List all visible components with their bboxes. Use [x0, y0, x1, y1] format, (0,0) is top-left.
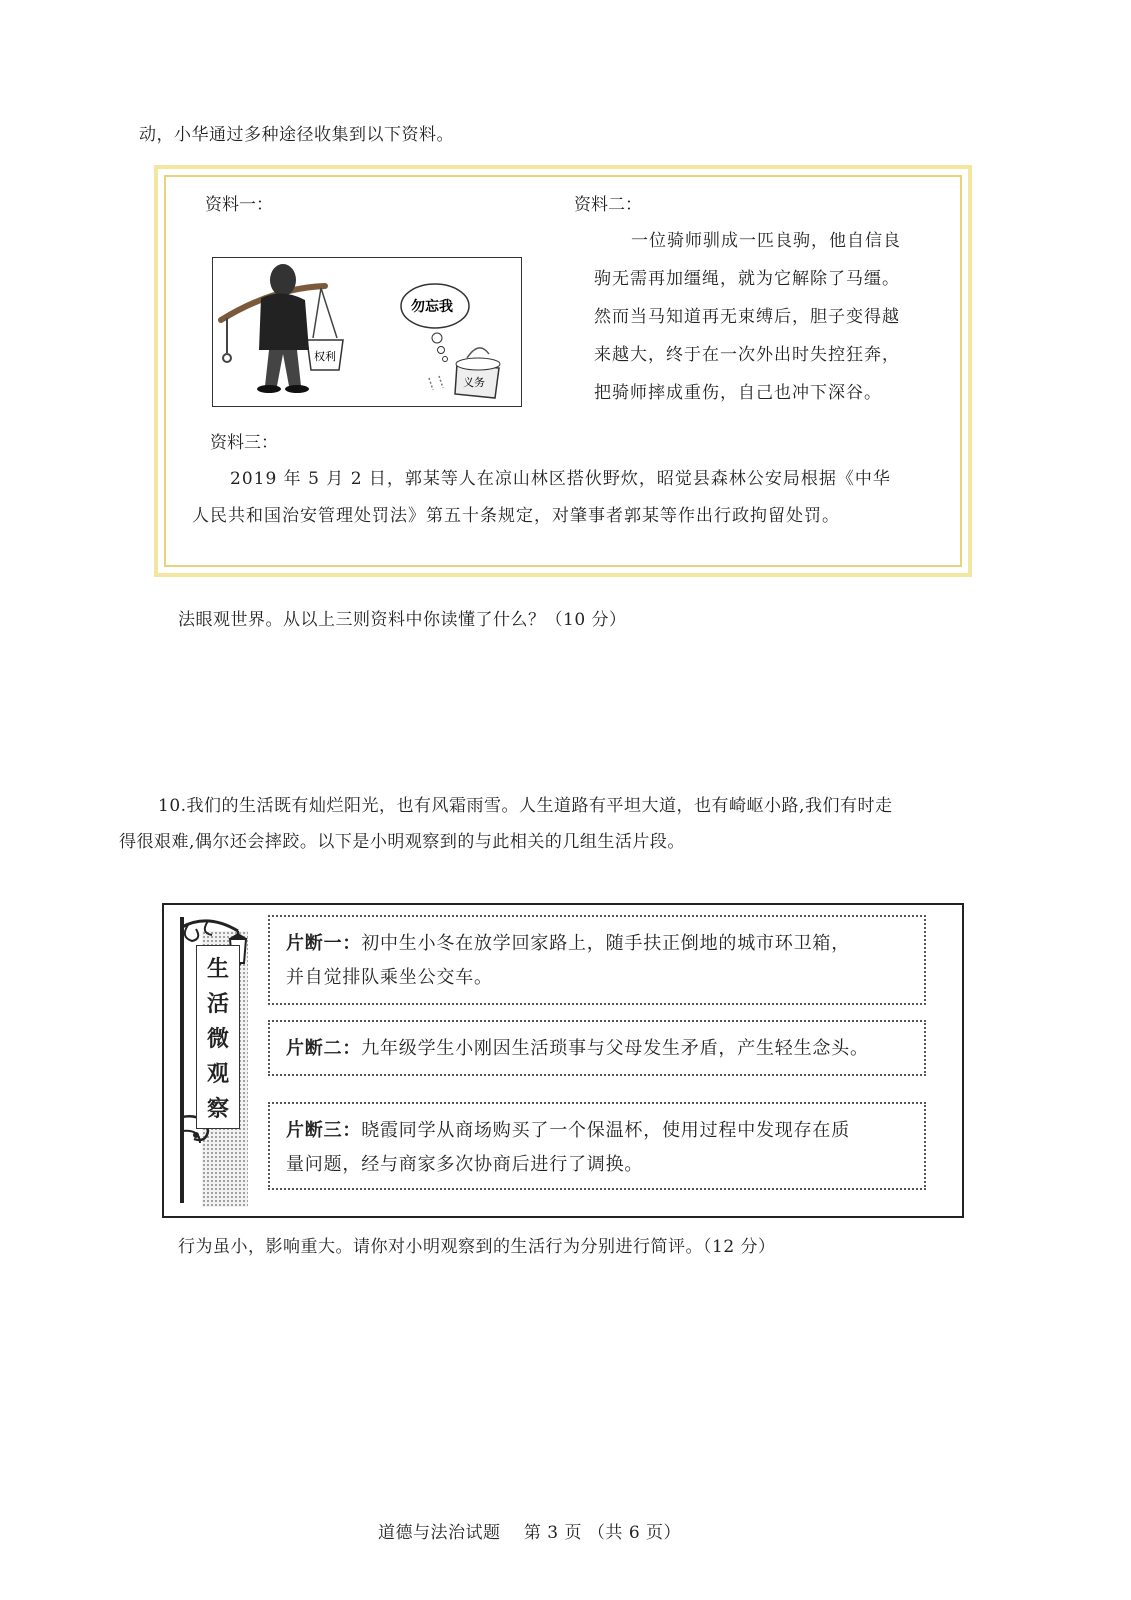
fragment-1-text-1: 初中生小冬在放学回家路上，随手扶正倒地的城市环卫箱， — [361, 933, 851, 954]
material-2-line-1: 一位骑师驯成一匹良驹，他自信良 — [631, 231, 901, 251]
material-2-line-3: 然而当马知道再无束缚后，胆子变得越 — [594, 307, 900, 327]
fragment-3-box — [268, 1102, 926, 1190]
fragment-2-head: 片断二： — [286, 1038, 362, 1059]
cartoon-illustration — [213, 258, 520, 405]
material-2-label: 资料二： — [574, 195, 642, 215]
panel-title-char-3: 微 — [206, 1026, 229, 1052]
bucket-duties-label: 义务 — [463, 376, 485, 389]
fragment-3-text-2: 量问题，经与商家多次协商后进行了调换。 — [286, 1154, 644, 1175]
fragment-3-line-1 — [286, 1114, 850, 1148]
fragment-2-text-1: 九年级学生小刚因生活琐事与父母发生矛盾，产生轻生念头。 — [361, 1038, 869, 1059]
material-2-line-2: 驹无需再加缰绳，就为它解除了马缰。 — [594, 269, 900, 289]
fragment-1-text-2: 并自觉排队乘坐公交车。 — [286, 967, 493, 988]
q10-line-2: 得很艰难,偶尔还会摔跤。以下是小明观察到的与此相关的几组生活片段。 — [119, 832, 685, 852]
life-observation-box — [162, 903, 964, 1218]
material-3-line-2: 人民共和国治安管理处罚法》第五十条规定，对肇事者郭某等作出行政拘留处罚。 — [192, 506, 840, 526]
fragment-1-box — [268, 915, 926, 1005]
fragment-3-head: 片断三： — [286, 1120, 362, 1141]
fragment-3-text-1: 晓霞同学从商场购买了一个保温杯，使用过程中发现存在质 — [361, 1120, 851, 1141]
intro-text: 动，小华通过多种途径收集到以下资料。 — [139, 125, 454, 145]
panel-title-char-4: 观 — [206, 1061, 229, 1087]
page-footer: 道德与法治试题 第 3 页 （共 6 页） — [378, 1523, 682, 1543]
q9-prompt: 法眼观世界。从以上三则资料中你读懂了什么？（10 分） — [178, 610, 627, 630]
fragment-1-line-1 — [286, 927, 850, 961]
fragment-1-head: 片断一： — [286, 933, 362, 954]
material-1-label: 资料一： — [205, 195, 273, 215]
panel-title-char-2: 活 — [206, 991, 229, 1017]
fragment-2-line-1 — [286, 1032, 869, 1066]
material-3-line-1: 2019 年 5 月 2 日，郭某等人在凉山林区搭伙野炊，昭觉县森林公安局根据《中华 — [230, 469, 891, 489]
q10-line-1: 10.我们的生活既有灿烂阳光，也有风霜雨雪。人生道路有平坦大道，也有崎岖小路,我们有时走 — [158, 796, 893, 816]
panel-title-char-1: 生 — [206, 956, 229, 982]
q10-prompt: 行为虽小，影响重大。请你对小明观察到的生活行为分别进行简评。（12 分） — [178, 1237, 776, 1257]
fragment-2-box — [268, 1020, 926, 1076]
material-2-line-4: 来越大，终于在一次外出时失控狂奔， — [594, 345, 900, 365]
bucket-rights-label: 权利 — [314, 350, 336, 363]
street-lamp-panel — [178, 917, 254, 1207]
material-2-line-5: 把骑师摔成重伤，自己也冲下深谷。 — [594, 383, 882, 403]
rights-duties-cartoon — [212, 257, 522, 407]
lamp-title-box — [196, 945, 240, 1129]
material-3-label: 资料三： — [210, 433, 278, 453]
panel-title-char-5: 察 — [206, 1096, 229, 1122]
cartoon-speech-text: 勿忘我 — [411, 299, 453, 315]
